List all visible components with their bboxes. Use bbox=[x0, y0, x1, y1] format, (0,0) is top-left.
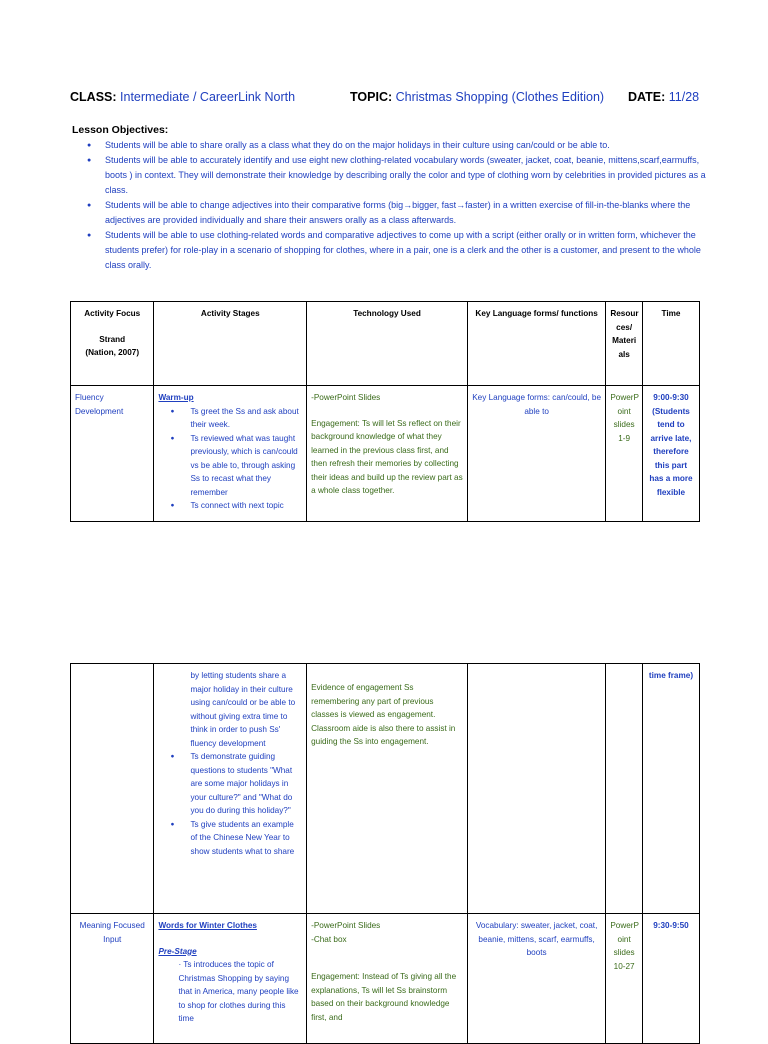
key-language-cell: Key Language forms: can/could, be able to bbox=[467, 386, 605, 522]
activity-stages-cell: by letting students share a major holiday in their culture using can/could or be able to without giving extra time to think in order to push Ss' fluency development ● Ts demonstrate guiding questions to students "What are some major holidays in your culture?" and "What do you do during this holiday?" ● Ts give students an example of the Chinese New Year to show students what to share bbox=[154, 664, 307, 914]
resources-cell: PowerP oint slides 1-9 bbox=[606, 386, 643, 522]
technology-cell: Evidence of engagement Ss remembering any part of previous classes is viewed as engagement. Classroom aide is also there to assist in guiding the Ss into engagement. bbox=[307, 664, 468, 914]
list-item: ● Ts greet the Ss and ask about their week. bbox=[190, 405, 302, 432]
activity-focus-cell: Fluency Development bbox=[71, 386, 154, 522]
objectives-title: Lesson Objectives: bbox=[72, 124, 169, 136]
key-language-cell bbox=[467, 664, 605, 914]
date-field: DATE: 11/28 bbox=[628, 90, 700, 104]
resources-cell: PowerP oint slides 10-27 bbox=[606, 914, 643, 1044]
activity-focus-cell: Meaning Focused Input bbox=[71, 914, 154, 1044]
table-row bbox=[71, 914, 700, 1044]
objectives-list bbox=[72, 138, 712, 273]
lesson-plan-table-page1 bbox=[70, 301, 700, 522]
header-time: Time bbox=[642, 302, 699, 386]
lesson-plan-table-page2 bbox=[70, 663, 700, 1044]
activity-stages-cell: Warm-up ● Ts greet the Ss and ask about their week. ● Ts reviewed what was taught previously, which is can/could vs be able to, through asking Ss to recast what they remember ● Ts connect with next topic bbox=[154, 386, 307, 522]
objective-item: ● Students will be able to accurately identify and use eight new clothing-related vocabulary words (sweater, jacket, coat, beanie, mittens,scarf,earmuffs, boots ) in context. They will demonstrate their knowledge by describing orally the color and type of clothing worn by celebrities in provided pictures as a class. bbox=[105, 153, 712, 198]
class-field: CLASS: Intermediate / CareerLink North bbox=[70, 90, 296, 104]
header-resources: Resour ces/ Materi als bbox=[606, 302, 643, 386]
time-cell: 9:30-9:50 bbox=[642, 914, 699, 1044]
list-item: ● Ts connect with next topic bbox=[190, 499, 302, 513]
technology-cell: -PowerPoint Slides Engagement: Ts will let Ss reflect on their background knowledge of what they learned in the previous class first, and then refresh their memories by collecting their ideas and build up the review part as a whole class together. bbox=[307, 386, 468, 522]
activity-stages-cell: Words for Winter Clothes Pre-Stage · Ts introduces the topic of Christmas Shopping by saying that in America, many people like to shop for clothes during this time bbox=[154, 914, 307, 1044]
header-key-language: Key Language forms/ functions bbox=[467, 302, 605, 386]
header-technology: Technology Used bbox=[307, 302, 468, 386]
header-activity-stages: Activity Stages bbox=[154, 302, 307, 386]
objective-item: ● Students will be able to share orally as a class what they do on the major holidays in their culture using can/could or be able to. bbox=[105, 138, 712, 153]
topic-field: TOPIC: Christmas Shopping (Clothes Edition) bbox=[350, 90, 605, 104]
table-header-row bbox=[71, 302, 700, 386]
key-language-cell: Vocabulary: sweater, jacket, coat, beanie, mittens, scarf, earmuffs, boots bbox=[467, 914, 605, 1044]
time-cell: time frame) bbox=[642, 664, 699, 914]
resources-cell bbox=[606, 664, 643, 914]
objective-item: ● Students will be able to change adjectives into their comparative forms (big→bigger, fast→faster) in a written exercise of fill-in-the-blanks where the adjectives are provided individually and share their answers orally as a class afterwards. bbox=[105, 198, 712, 228]
list-item: ● Ts give students an example of the Chinese New Year to show students what to share bbox=[190, 818, 302, 859]
lesson-objectives bbox=[72, 124, 712, 273]
activity-focus-cell bbox=[71, 664, 154, 914]
header-activity-focus: Activity Focus Strand (Nation, 2007) bbox=[71, 302, 154, 386]
table-row bbox=[71, 664, 700, 914]
list-item: ● Ts demonstrate guiding questions to students "What are some major holidays in your culture?" and "What do you do during this holiday?" bbox=[190, 750, 302, 818]
topic-value: Christmas Shopping (Clothes Edition) bbox=[395, 90, 605, 104]
class-value: Intermediate / CareerLink North bbox=[120, 90, 296, 104]
list-item: ● Ts reviewed what was taught previously, which is can/could vs be able to, through asking Ss to recast what they remember bbox=[190, 432, 302, 500]
technology-cell: -PowerPoint Slides -Chat box Engagement: Instead of Ts giving all the explanations, Ts will let Ss brainstorm based on their background knowledge first, and bbox=[307, 914, 468, 1044]
date-value: 11/28 bbox=[668, 90, 700, 104]
time-cell: 9:00-9:30 (Students tend to arrive late, therefore this part has a more flexible bbox=[642, 386, 699, 522]
table-row bbox=[71, 386, 700, 522]
objective-item: ● Students will be able to use clothing-related words and comparative adjectives to come up with a script (either orally or in written form, whichever the students prefer) for role-play in a scenario of shopping for clothes, where in a pair, one is a clerk and the other is a customer, and present to the whole class orally. bbox=[105, 228, 712, 273]
